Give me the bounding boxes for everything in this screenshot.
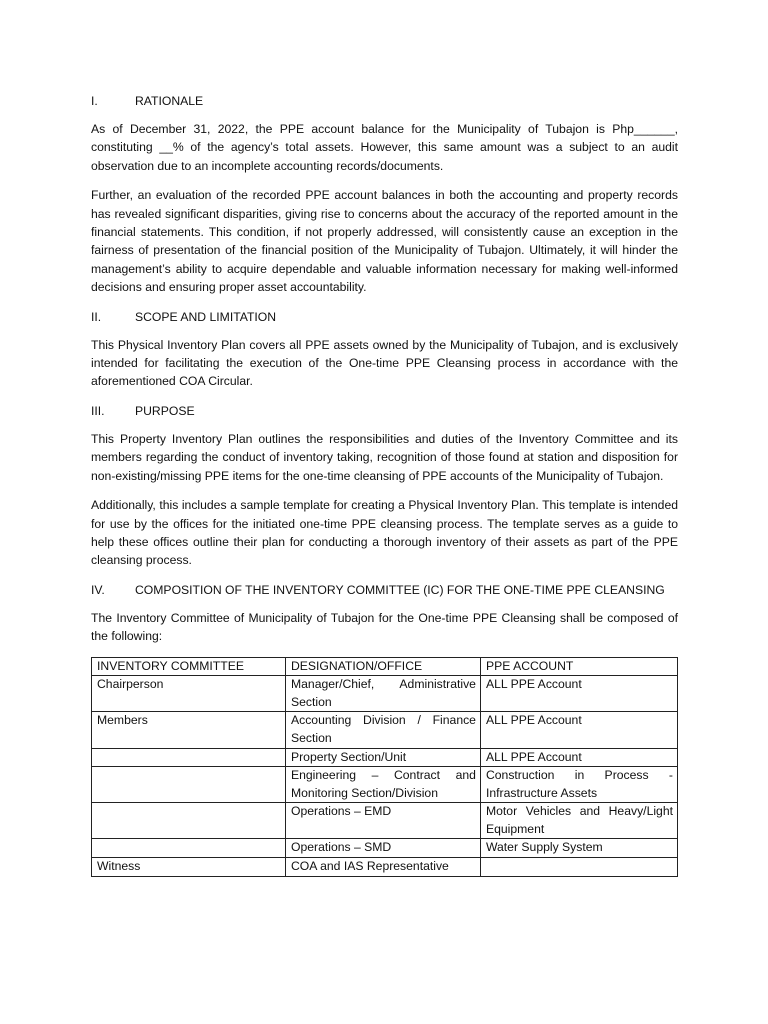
- section-number: II.: [91, 309, 102, 324]
- inventory-committee-table: [91, 657, 678, 877]
- table-row: [92, 858, 678, 877]
- table-cell: [92, 839, 286, 858]
- table-header-cell: DESIGNATION/OFFICE: [285, 657, 480, 676]
- table-row: [92, 767, 678, 803]
- table-cell: Members: [92, 712, 286, 748]
- table-cell: Motor Vehicles and Heavy/Light Equipment: [480, 803, 677, 839]
- table-cell: Operations – SMD: [285, 839, 480, 858]
- table-row: [92, 803, 678, 839]
- table-cell: [92, 767, 286, 803]
- document-page: [91, 92, 678, 877]
- purpose-paragraph-1: This Property Inventory Plan outlines the responsibilities and duties of the Inventory Committee and its members regarding the conduct of inventory taking, recognition of those found at station and disposition for non-existing/missing PPE items for the one-time cleansing of PPE accounts of the Municipality of Tubajon.: [91, 431, 678, 483]
- purpose-paragraph-2: Additionally, this includes a sample template for creating a Physical Inventory Plan. This template is intended for use by the offices for the initiated one-time PPE cleansing process. The template serves as a guide to help these offices outline their plan for conducting a thorough inventory of their assets as part of the PPE cleansing process.: [91, 498, 678, 568]
- table-cell: Property Section/Unit: [285, 748, 480, 767]
- table-cell: [92, 803, 286, 839]
- table-row: [92, 712, 678, 748]
- table-header-row: [92, 657, 678, 676]
- rationale-paragraph-1: As of December 31, 2022, the PPE account balance for the Municipality of Tubajon is Php______, constituting __% of the agency’s total assets. However, this same amount was a subject to an audit observation due to an incomplete accounting records/documents.: [91, 122, 678, 173]
- table-row: [92, 676, 678, 712]
- table-header-cell: PPE ACCOUNT: [480, 657, 677, 676]
- section-heading-scope: [91, 308, 678, 326]
- table-row: [92, 839, 678, 858]
- section-number: IV.: [91, 582, 105, 597]
- composition-paragraph-1: The Inventory Committee of Municipality of Tubajon for the One-time PPE Cleansing shall be composed of the following:: [91, 610, 678, 644]
- section-heading-purpose: [91, 402, 678, 420]
- table-header-cell: INVENTORY COMMITTEE: [92, 657, 286, 676]
- section-heading-rationale: [91, 92, 678, 110]
- table-cell: ALL PPE Account: [480, 748, 677, 767]
- scope-paragraph-1: This Physical Inventory Plan covers all PPE assets owned by the Municipality of Tubajon, and is exclusively intended for facilitating the execution of the One-time PPE Cleansing process in accordance with the aforementioned COA Circular.: [91, 337, 678, 389]
- table-cell: Manager/Chief, Administrative Section: [285, 676, 480, 712]
- table-cell: [480, 858, 677, 877]
- table-row: [92, 748, 678, 767]
- section-heading-composition: [91, 581, 678, 599]
- table-cell: COA and IAS Representative: [285, 858, 480, 877]
- table-cell: Water Supply System: [480, 839, 677, 858]
- table-cell: Chairperson: [92, 676, 286, 712]
- section-title: PURPOSE: [135, 403, 195, 418]
- table-cell: Construction in Process - Infrastructure Assets: [480, 767, 677, 803]
- table-cell: [92, 748, 286, 767]
- section-number: I.: [91, 94, 98, 108]
- table-cell: ALL PPE Account: [480, 676, 677, 712]
- section-title: SCOPE AND LIMITATION: [135, 309, 277, 324]
- table-cell: Accounting Division / Finance Section: [285, 712, 480, 748]
- table-cell: Engineering – Contract and Monitoring Section/Division: [285, 767, 480, 803]
- table-cell: ALL PPE Account: [480, 712, 677, 748]
- rationale-paragraph-2: Further, an evaluation of the recorded PPE account balances in both the accounting and property records has revealed significant disparities, giving rise to concerns about the accuracy of the reported amount in the financial statements. This condition, if not properly addressed, will consistently cause an exception in the fairness of presentation of the financial position of the Municipality of Tubajon. Ultimately, it will hinder the management’s ability to acquire dependable and valuable information necessary for making well-informed decisions and ensuring proper asset accountability.: [91, 188, 678, 295]
- section-number: III.: [91, 403, 105, 418]
- table-cell: Operations – EMD: [285, 803, 480, 839]
- section-title: COMPOSITION OF THE INVENTORY COMMITTEE (IC) FOR THE ONE-TIME PPE CLEANSING: [135, 582, 665, 597]
- table-cell: Witness: [92, 858, 286, 877]
- section-title: RATIONALE: [135, 94, 204, 108]
